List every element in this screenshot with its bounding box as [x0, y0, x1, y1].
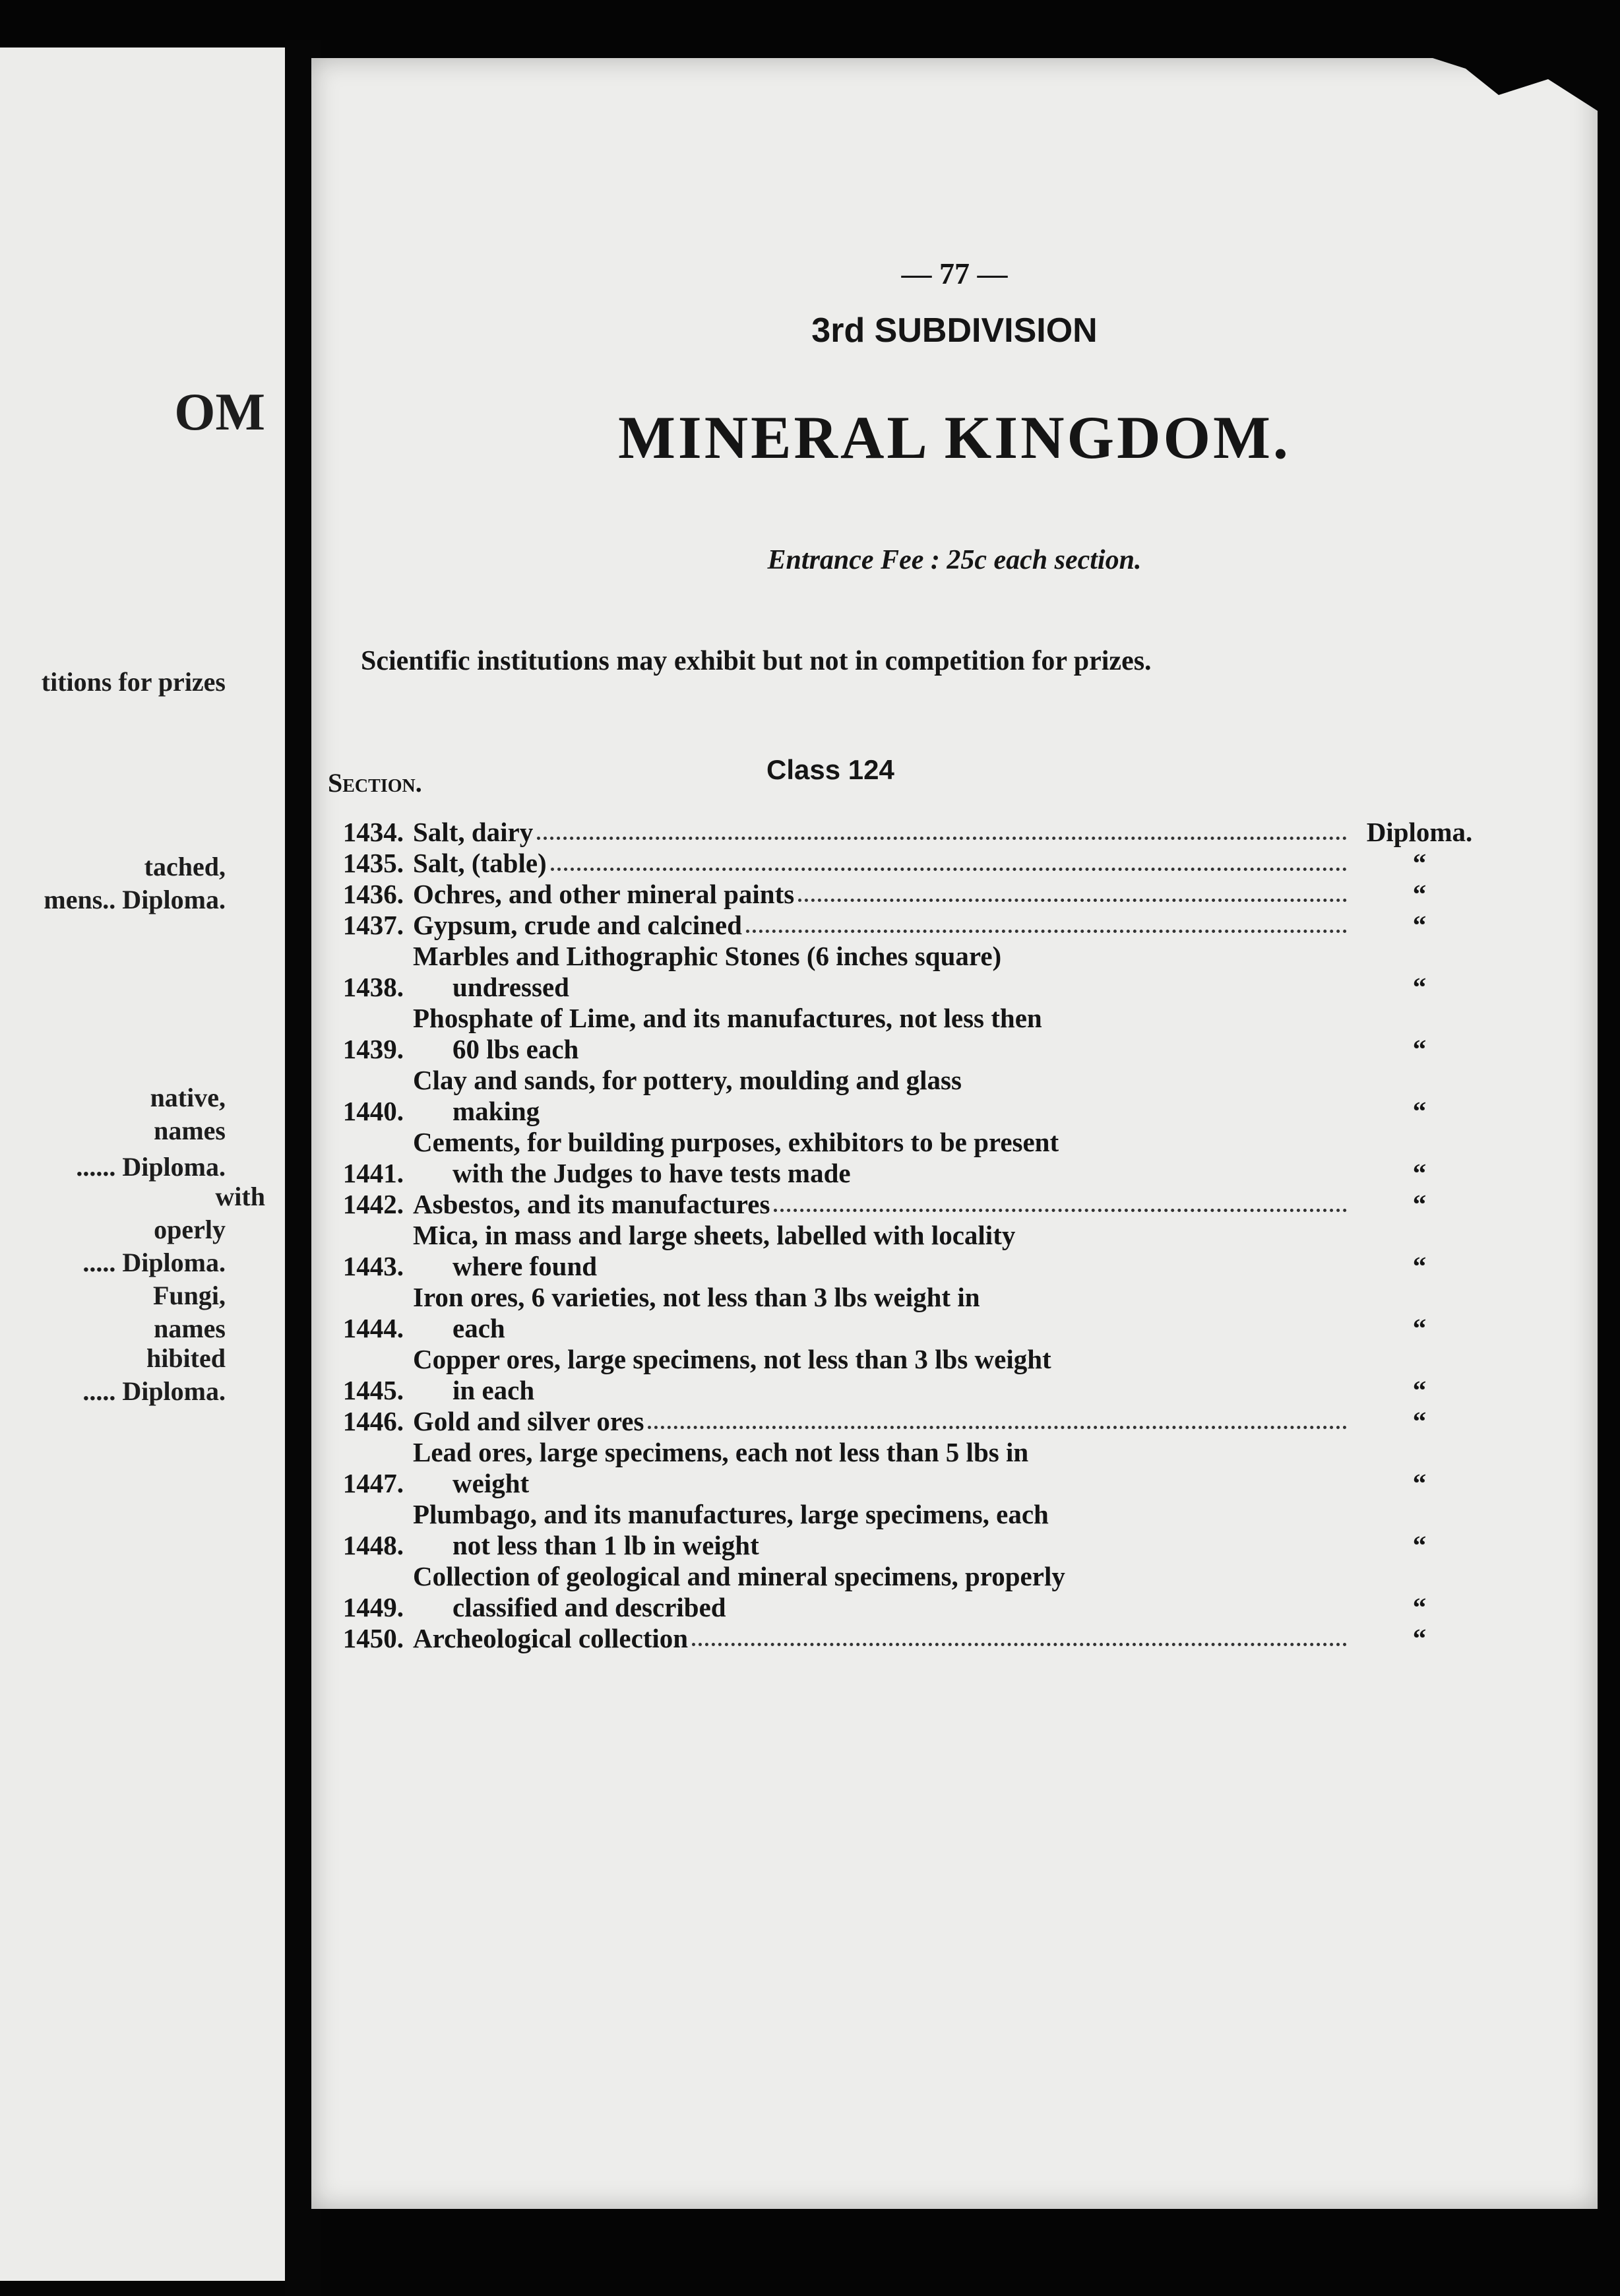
entry-description [413, 817, 1347, 848]
prize-award: “ [1412, 1530, 1427, 1560]
left-page-line: names [154, 1314, 226, 1343]
entry-text: Copper ores, large specimens, not less than 3 lbs weight [413, 1344, 1051, 1374]
left-page-line: ..... Diploma. [82, 1248, 226, 1277]
entry-description [413, 1127, 1347, 1189]
section-number: 1442. [342, 1189, 404, 1219]
section-entry [318, 817, 1492, 848]
section-number: 1436. [342, 879, 404, 909]
entry-text-continued: undressed [452, 972, 569, 1002]
prize-award: “ [1412, 1096, 1427, 1126]
entry-text: Collection of geological and mineral specimens, properly [413, 1561, 1065, 1591]
entry-text-continued: 60 lbs each [452, 1034, 579, 1064]
intro-text: Scientific institutions may exhibit but not in competition for prizes. [361, 646, 1152, 676]
entry-description [413, 1189, 1347, 1220]
entry-text-continued: not less than 1 lb in weight [452, 1530, 759, 1560]
entry-text: Gypsum, crude and calcined [413, 910, 742, 940]
entry-description [413, 1561, 1347, 1623]
section-entry [318, 1561, 1492, 1623]
entry-text: Ochres, and other mineral paints [413, 879, 795, 909]
left-page-line: ...... Diploma. [76, 1152, 226, 1182]
section-entry [318, 1127, 1492, 1189]
entry-text: Iron ores, 6 varieties, not less than 3 lbs weight in [413, 1282, 980, 1312]
page-number: — 77 — [901, 257, 1008, 290]
dot-leader [648, 1426, 1347, 1429]
dot-leader [537, 837, 1347, 840]
section-number: 1441. [342, 1158, 404, 1188]
dot-leader [746, 930, 1347, 933]
section-number: 1448. [342, 1530, 404, 1560]
section-number: 1434. [342, 817, 404, 847]
entry-description [413, 848, 1347, 879]
left-page-line: OM [174, 383, 265, 441]
left-page-line: mens.. Diploma. [44, 885, 226, 914]
left-page-fragment [0, 48, 285, 2281]
dot-leader [798, 899, 1347, 902]
prize-award: Diploma. [1366, 817, 1473, 847]
section-number: 1443. [342, 1251, 404, 1281]
entry-description [413, 941, 1347, 1003]
section-entry [318, 1065, 1492, 1127]
prize-award: “ [1412, 1251, 1427, 1281]
entry-text: Archeological collection [413, 1623, 689, 1653]
entrance-fee: Entrance Fee : 25c each section. [767, 545, 1142, 575]
entry-text-continued: weight [452, 1468, 530, 1498]
left-page-line: Fungi, [152, 1281, 226, 1310]
section-number: 1438. [342, 972, 404, 1002]
prize-award: “ [1412, 1034, 1427, 1064]
section-number: 1450. [342, 1623, 404, 1653]
entry-description [413, 1437, 1347, 1499]
entry-description [413, 1220, 1347, 1282]
entry-text: Salt, dairy [413, 817, 534, 847]
section-entry [318, 879, 1492, 910]
entry-text: Cements, for building purposes, exhibitors to be present [413, 1127, 1059, 1157]
section-number: 1439. [342, 1034, 404, 1064]
entry-text-continued: making [452, 1096, 540, 1126]
left-page-line: names [154, 1116, 226, 1145]
section-entry [318, 1499, 1492, 1561]
entry-text: Lead ores, large specimens, each not less than 5 lbs in [413, 1437, 1029, 1467]
entry-text-continued: in each [452, 1375, 535, 1405]
prize-award: “ [1412, 1468, 1427, 1498]
class-header: Class 124 [766, 754, 894, 785]
left-page-line: native, [150, 1083, 226, 1112]
section-entry [318, 1189, 1492, 1220]
left-page-line: operly [154, 1215, 226, 1244]
prize-award: “ [1412, 972, 1427, 1002]
entry-text: Salt, (table) [413, 848, 547, 878]
entry-description [413, 1344, 1347, 1406]
left-page-line: ..... Diploma. [82, 1376, 226, 1406]
entries-list [318, 817, 1492, 1654]
section-number: 1440. [342, 1096, 404, 1126]
entry-text: Mica, in mass and large sheets, labelled with locality [413, 1220, 1016, 1250]
subdivision-heading: 3rd SUBDIVISION [811, 311, 1098, 350]
dot-leader [774, 1209, 1347, 1212]
section-number: 1437. [342, 910, 404, 940]
left-page-line: with [215, 1182, 265, 1211]
section-entry [318, 1282, 1492, 1344]
left-page-line: hibited [146, 1343, 226, 1373]
prize-award: “ [1412, 1158, 1427, 1188]
prize-award: “ [1412, 848, 1427, 878]
entry-description [413, 1406, 1347, 1437]
entry-text: Phosphate of Lime, and its manufactures, not less then [413, 1003, 1042, 1033]
entry-description [413, 1499, 1347, 1561]
prize-award: “ [1412, 879, 1427, 909]
entry-description [413, 910, 1347, 941]
section-number: 1445. [342, 1375, 404, 1405]
dot-leader [692, 1643, 1347, 1646]
section-header: Section. [328, 768, 422, 798]
main-page [311, 58, 1598, 2209]
prize-award: “ [1412, 1375, 1427, 1405]
section-entry [318, 941, 1492, 1003]
prize-award: “ [1412, 910, 1427, 940]
prize-award: “ [1412, 1189, 1427, 1219]
section-entry [318, 848, 1492, 879]
entry-description [413, 1623, 1347, 1654]
section-number: 1435. [342, 848, 404, 878]
entry-description [413, 1065, 1347, 1127]
entry-text-continued: where found [452, 1251, 598, 1281]
section-number: 1447. [342, 1468, 404, 1498]
entry-text-continued: each [452, 1313, 505, 1343]
entry-text: Asbestos, and its manufactures [413, 1189, 770, 1219]
left-page-line: tached, [144, 852, 226, 881]
left-page-line: titions for prizes [41, 667, 226, 697]
section-number: 1446. [342, 1406, 404, 1436]
section-entry [318, 1623, 1492, 1654]
entry-text-continued: classified and described [452, 1592, 726, 1622]
prize-award: “ [1412, 1592, 1427, 1622]
entry-text: Marbles and Lithographic Stones (6 inches square) [413, 941, 1002, 971]
entry-description [413, 1003, 1347, 1065]
prize-award: “ [1412, 1406, 1427, 1436]
entry-description [413, 1282, 1347, 1344]
section-entry [318, 910, 1492, 941]
entry-text-continued: with the Judges to have tests made [452, 1158, 851, 1188]
section-entry [318, 1344, 1492, 1406]
prize-award: “ [1412, 1313, 1427, 1343]
entry-description [413, 879, 1347, 910]
prize-award: “ [1412, 1623, 1427, 1653]
page-title: MINERAL KINGDOM. [618, 404, 1291, 471]
dot-leader [551, 868, 1347, 871]
section-entry [318, 1220, 1492, 1282]
section-entry [318, 1406, 1492, 1437]
torn-corner [1433, 58, 1598, 111]
entry-text: Clay and sands, for pottery, moulding and glass [413, 1065, 962, 1095]
section-entry [318, 1003, 1492, 1065]
section-entry [318, 1437, 1492, 1499]
entry-text: Plumbago, and its manufactures, large specimens, each [413, 1499, 1049, 1529]
section-number: 1444. [342, 1313, 404, 1343]
section-number: 1449. [342, 1592, 404, 1622]
entry-text: Gold and silver ores [413, 1406, 644, 1436]
